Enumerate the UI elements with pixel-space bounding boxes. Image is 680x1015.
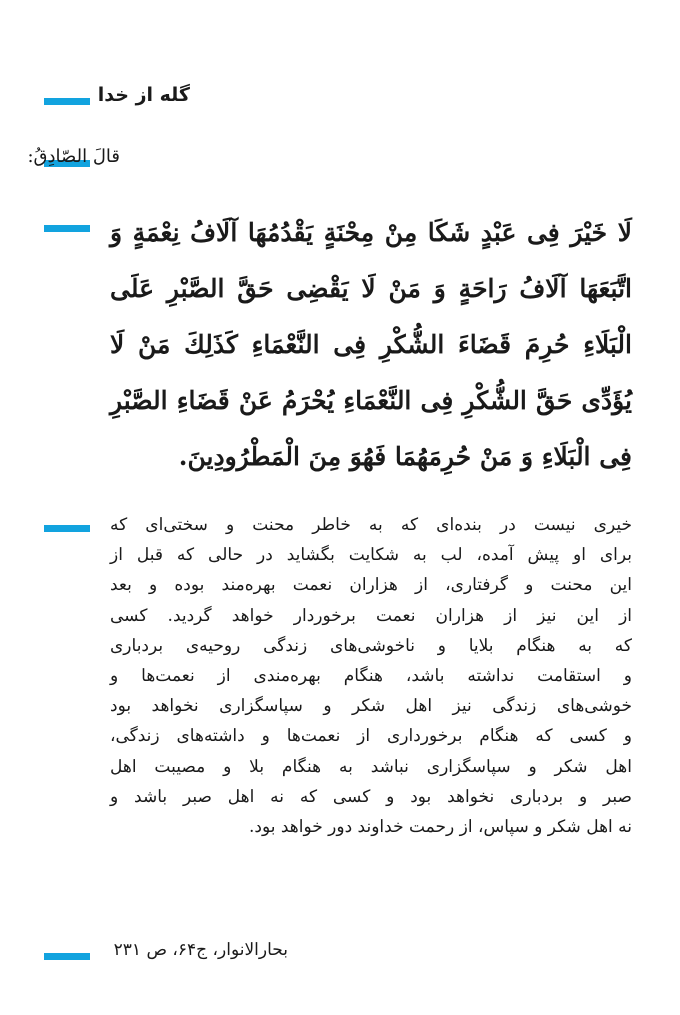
hadith-marker <box>44 225 90 232</box>
translation-line: خوشی‌های زندگی نیز اهل شکر و سپاسگزاری نخواهد بود <box>110 696 632 717</box>
section-title: گله از خدا <box>97 84 190 106</box>
hadith-line: فِی الْبَلَاءِ وَ مَنْ حُرِمَهُمَا فَهُوَ مِنَ الْمَطْرُودِینَ. <box>178 442 632 471</box>
translation-line: نه اهل شکر و سپاس، از رحمت خداوند دور خواهد بود. <box>248 817 632 838</box>
translation-line: اهل شکر و سپاسگزاری نباشد به هنگام بلا و مصیبت اهل <box>110 756 632 777</box>
translation-line: از این نیز از هزاران نعمت برخوردار خواهد گردید. کسی <box>110 605 632 626</box>
hadith-arabic-text <box>110 205 632 485</box>
translation-line: برای او پیش آمده، لب به شکایت بگشاید در حالی که قبل از <box>110 545 632 566</box>
title-marker <box>44 98 90 105</box>
hadith-line: اتَّبَعَهَا آلَافُ رَاحَةٍ وَ مَنْ لَا یَقْضِی حَقَّ الصَّبْرِ عَلَى <box>110 274 632 303</box>
translation-line: خیری نیست در بنده‌ای که به خاطر محنت و سختی‌ای که <box>110 515 632 535</box>
source-citation: بحارالانوار، ج۶۴، ص ۲۳۱ <box>113 940 288 960</box>
source-marker <box>44 953 90 960</box>
translation-text <box>110 510 632 842</box>
translation-line: و استقامت نداشته باشد، هنگام بهره‌مندی از نعمت‌ها و <box>110 666 632 687</box>
speaker-attribution: قالَ الصّادِقُ: <box>27 146 120 167</box>
translation-line: این محنت و گرفتاری، از هزاران نعمت بهره‌مند بوده و بعد <box>110 575 632 596</box>
translation-line: که به هنگام بلایا و ناخوشی‌های زندگی روحیه‌ی بردباری <box>110 635 632 656</box>
hadith-line: یُؤَدِّی حَقَّ الشُّكْرِ فِی النَّعْمَاءِ یُحْرَمُ عَنْ قَضَاءِ الصَّبْرِ <box>110 386 632 415</box>
hadith-line: الْبَلَاءِ حُرِمَ قَضَاءَ الشُّكْرِ فِی النَّعْمَاءِ كَذَلِكَ مَنْ لَا <box>110 330 632 359</box>
hadith-line: لَا خَیْرَ فِی عَبْدٍ شَکَا مِنْ مِحْنَةٍ یَقْدُمُهَا آلَافُ نِعْمَةٍ وَ <box>110 218 632 247</box>
translation-line: صبر و بردباری نخواهد بود و کسی که نه اهل صبر باشد و <box>110 786 632 807</box>
translation-line: و کسی که هنگام برخورداری از نعمت‌ها و داشته‌های زندگی، <box>110 726 632 747</box>
translation-marker <box>44 525 90 532</box>
